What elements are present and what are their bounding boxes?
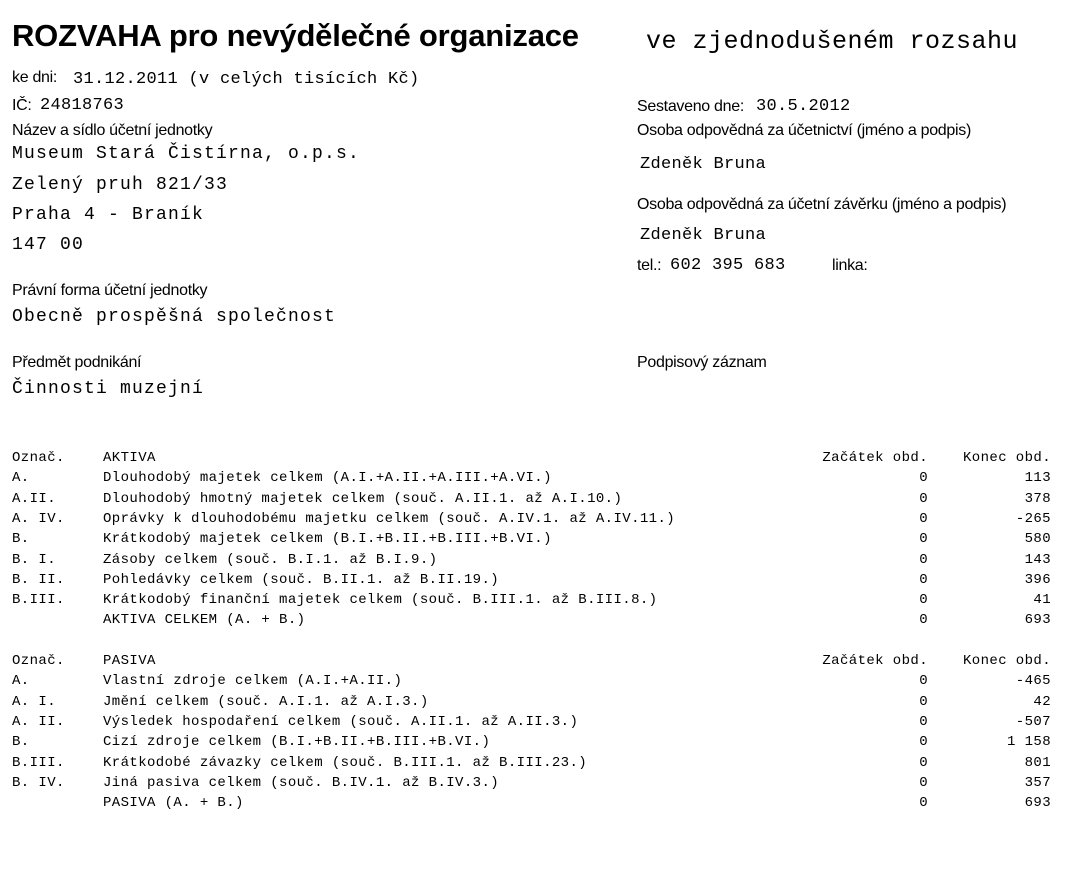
accounting-person-label: Osoba odpovědná za účetnictví (jméno a podpis) <box>637 122 971 139</box>
pasiva-row-start: 0 <box>919 775 928 791</box>
document-subtitle: ve zjednodušeném rozsahu <box>646 27 1019 56</box>
pasiva-row-start: 0 <box>919 795 928 811</box>
aktiva-row-name: Krátkodobý majetek celkem (B.I.+B.II.+B.III.+B.VI.) <box>103 531 552 547</box>
aktiva-row-end: 143 <box>1024 552 1051 568</box>
line-label: linka: <box>832 257 868 274</box>
compiled-label: Sestaveno dne: <box>637 98 744 115</box>
pasiva-row-code: B.III. <box>12 755 65 771</box>
business-label: Předmět podnikání <box>12 354 142 371</box>
compiled-value: 30.5.2012 <box>756 97 851 116</box>
pasiva-row-name: Výsledek hospodaření celkem (souč. A.II.1. až A.II.3.) <box>103 714 579 730</box>
pasiva-row-name: Jmění celkem (souč. A.I.1. až A.I.3.) <box>103 694 429 710</box>
pasiva-row-name: PASIVA (A. + B.) <box>103 795 244 811</box>
pasiva-row-end: 357 <box>1024 775 1051 791</box>
closing-person-label: Osoba odpovědná za účetní závěrku (jméno a podpis) <box>637 196 1007 213</box>
aktiva-row-start: 0 <box>919 531 928 547</box>
aktiva-row-code: B. <box>12 531 30 547</box>
aktiva-row-code: A. <box>12 470 30 486</box>
aktiva-row-end: -265 <box>1015 511 1051 527</box>
business: Činnosti muzejní <box>12 379 205 399</box>
ic-label: IČ: <box>12 97 32 114</box>
pasiva-row-code: A. <box>12 673 30 689</box>
pasiva-row-code: B. IV. <box>12 775 65 791</box>
aktiva-row-name: Dlouhodobý majetek celkem (A.I.+A.II.+A.III.+A.VI.) <box>103 470 552 486</box>
aktiva-row-end: 113 <box>1024 470 1051 486</box>
pasiva-row-start: 0 <box>919 694 928 710</box>
tel-value: 602 395 683 <box>670 256 786 275</box>
pasiva-header-end: Konec obd. <box>962 653 1051 669</box>
aktiva-header-start: Začátek obd. <box>822 450 928 466</box>
aktiva-header-end: Konec obd. <box>962 450 1051 466</box>
aktiva-row-name: Zásoby celkem (souč. B.I.1. až B.I.9.) <box>103 552 438 568</box>
aktiva-table <box>0 450 1069 630</box>
pasiva-header-name: PASIVA <box>103 653 156 669</box>
pasiva-row-start: 0 <box>919 734 928 750</box>
aktiva-row-end: 693 <box>1024 612 1051 628</box>
aktiva-header-name: AKTIVA <box>103 450 156 466</box>
pasiva-row-end: 42 <box>1033 694 1051 710</box>
aktiva-row-end: 378 <box>1024 491 1051 507</box>
pasiva-row-name: Cizí zdroje celkem (B.I.+B.II.+B.III.+B.VI.) <box>103 734 491 750</box>
tel-label: tel.: <box>637 257 662 274</box>
aktiva-row-start: 0 <box>919 552 928 568</box>
aktiva-row-code: A. IV. <box>12 511 65 527</box>
entity-zip: 147 00 <box>12 235 85 255</box>
pasiva-row-name: Vlastní zdroje celkem (A.I.+A.II.) <box>103 673 403 689</box>
pasiva-row-name: Krátkodobé závazky celkem (souč. B.III.1. až B.III.23.) <box>103 755 588 771</box>
pasiva-row-code: A. II. <box>12 714 65 730</box>
pasiva-row-code: B. <box>12 734 30 750</box>
aktiva-row-name: Dlouhodobý hmotný majetek celkem (souč. A.II.1. až A.I.10.) <box>103 491 623 507</box>
pasiva-row-name: Jiná pasiva celkem (souč. B.IV.1. až B.IV.3.) <box>103 775 500 791</box>
pasiva-row-end: 693 <box>1024 795 1051 811</box>
aktiva-row-code: B. II. <box>12 572 65 588</box>
aktiva-row-end: 396 <box>1024 572 1051 588</box>
legal-form-label: Právní forma účetní jednotky <box>12 282 208 299</box>
signature-label: Podpisový záznam <box>637 354 767 371</box>
aktiva-row-start: 0 <box>919 511 928 527</box>
aktiva-row-name: Pohledávky celkem (souč. B.II.1. až B.II.19.) <box>103 572 500 588</box>
closing-person: Zdeněk Bruna <box>640 226 767 245</box>
aktiva-row-start: 0 <box>919 491 928 507</box>
date-label: ke dni: <box>12 69 58 86</box>
entity-city: Praha 4 - Braník <box>12 205 205 225</box>
aktiva-row-code: B. I. <box>12 552 57 568</box>
aktiva-row-code: A.II. <box>12 491 57 507</box>
aktiva-row-end: 41 <box>1033 592 1051 608</box>
entity-name: Museum Stará Čistírna, o.p.s. <box>12 144 361 164</box>
pasiva-row-end: -507 <box>1015 714 1051 730</box>
pasiva-row-start: 0 <box>919 673 928 689</box>
pasiva-header-code: Označ. <box>12 653 65 669</box>
pasiva-header-start: Začátek obd. <box>822 653 928 669</box>
accounting-person: Zdeněk Bruna <box>640 155 767 174</box>
aktiva-row-end: 580 <box>1024 531 1051 547</box>
aktiva-row-name: Oprávky k dlouhodobému majetku celkem (souč. A.IV.1. až A.IV.11.) <box>103 511 676 527</box>
ic-value: 24818763 <box>40 96 125 115</box>
aktiva-row-start: 0 <box>919 470 928 486</box>
pasiva-table <box>0 653 1069 823</box>
legal-form: Obecně prospěšná společnost <box>12 307 337 327</box>
pasiva-row-start: 0 <box>919 755 928 771</box>
aktiva-row-code: B.III. <box>12 592 65 608</box>
pasiva-row-end: 801 <box>1024 755 1051 771</box>
pasiva-row-code: A. I. <box>12 694 57 710</box>
aktiva-row-name: AKTIVA CELKEM (A. + B.) <box>103 612 306 628</box>
aktiva-row-start: 0 <box>919 612 928 628</box>
pasiva-row-start: 0 <box>919 714 928 730</box>
pasiva-row-end: -465 <box>1015 673 1051 689</box>
aktiva-row-start: 0 <box>919 592 928 608</box>
document-title: ROZVAHA pro nevýdělečné organizace <box>12 18 579 53</box>
aktiva-row-start: 0 <box>919 572 928 588</box>
pasiva-row-end: 1 158 <box>1006 734 1051 750</box>
entity-label: Název a sídlo účetní jednotky <box>12 122 213 139</box>
aktiva-header-code: Označ. <box>12 450 65 466</box>
aktiva-row-name: Krátkodobý finanční majetek celkem (souč. B.III.1. až B.III.8.) <box>103 592 658 608</box>
date-value: 31.12.2011 (v celých tisících Kč) <box>73 70 420 89</box>
entity-street: Zelený pruh 821/33 <box>12 175 229 195</box>
